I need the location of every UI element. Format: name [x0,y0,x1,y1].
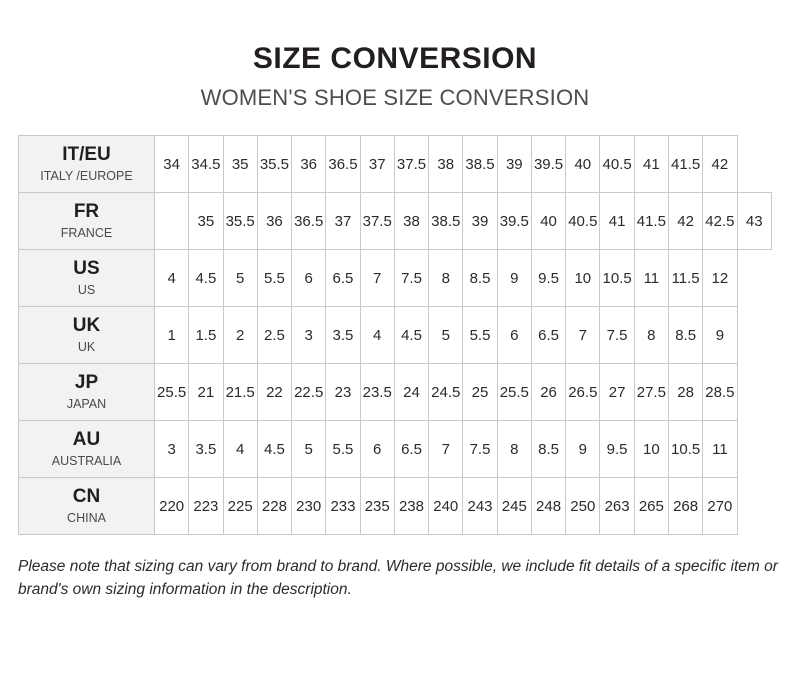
size-cell: 4.5 [257,421,291,478]
region-code: AU [72,428,101,450]
row-region-label [19,136,155,193]
page-subtitle: WOMEN'S SHOE SIZE CONVERSION [200,85,590,110]
size-cell: 39 [463,193,497,250]
size-cell: 41.5 [668,136,702,193]
size-cell: 25.5 [497,364,531,421]
size-cell: 2 [223,307,257,364]
size-cell: 10.5 [600,250,634,307]
size-cell: 37 [326,193,360,250]
size-cell: 24 [394,364,428,421]
size-cell: 7 [429,421,463,478]
region-name: UK [77,339,96,354]
region-code: CN [72,485,101,507]
size-cell: 39.5 [497,193,531,250]
table-row [19,307,772,364]
size-cell: 28.5 [703,364,737,421]
size-cell: 233 [326,478,360,535]
size-cell: 4.5 [394,307,428,364]
size-cell: 36.5 [326,136,360,193]
size-cell: 270 [703,478,737,535]
size-conversion-table [18,135,772,535]
size-cell: 39.5 [531,136,565,193]
size-cell: 6.5 [394,421,428,478]
size-cell: 37.5 [360,193,394,250]
size-cell: 23 [326,364,360,421]
size-cell: 37.5 [394,136,428,193]
size-cell: 10 [634,421,668,478]
region-name: CHINA [67,510,106,525]
size-cell: 8 [634,307,668,364]
size-cell: 41 [600,193,634,250]
row-region-label [19,307,155,364]
region-name: AUSTRALIA [51,453,122,468]
size-cell: 40 [566,136,600,193]
size-cell: 36 [292,136,326,193]
size-cell: 3.5 [189,421,223,478]
size-cell: 4 [155,250,189,307]
size-cell: 40.5 [600,136,634,193]
size-cell: 21 [189,364,223,421]
size-cell: 268 [668,478,702,535]
size-cell: 26 [531,364,565,421]
size-cell: 6 [360,421,394,478]
size-conversion-page [0,42,790,673]
size-cell: 8.5 [531,421,565,478]
size-cell: 230 [292,478,326,535]
size-cell: 7 [360,250,394,307]
size-cell: 220 [155,478,189,535]
size-cell: 7.5 [394,250,428,307]
size-cell: 225 [223,478,257,535]
table-row [19,136,772,193]
size-cell: 6 [292,250,326,307]
size-cell: 35.5 [257,136,291,193]
size-cell: 228 [257,478,291,535]
region-code: US [73,257,100,279]
size-cell: 5 [223,250,257,307]
size-cell: 7.5 [600,307,634,364]
size-cell: 7.5 [463,421,497,478]
region-name: US [77,282,96,297]
size-cell: 27 [600,364,634,421]
size-cell: 40.5 [566,193,600,250]
size-cell: 22 [257,364,291,421]
size-cell: 1 [155,307,189,364]
size-cell: 21.5 [223,364,257,421]
table-row [19,421,772,478]
size-cell: 245 [497,478,531,535]
size-cell: 6.5 [326,250,360,307]
size-cell: 27.5 [634,364,668,421]
size-cell: 11.5 [668,250,702,307]
size-cell: 37 [360,136,394,193]
size-cell: 43 [737,193,771,250]
size-cell: 5.5 [326,421,360,478]
size-cell: 248 [531,478,565,535]
size-cell: 9.5 [600,421,634,478]
size-cell: 38.5 [463,136,497,193]
size-cell: 5 [292,421,326,478]
region-code: FR [73,200,100,222]
row-region-label [19,193,155,250]
size-cell: 6 [497,307,531,364]
size-cell: 36 [257,193,291,250]
size-cell: 25 [463,364,497,421]
table-row [19,250,772,307]
size-cell: 7 [566,307,600,364]
size-cell: 25.5 [155,364,189,421]
size-cell: 8 [497,421,531,478]
row-region-label [19,421,155,478]
size-cell: 9 [703,307,737,364]
size-cell: 1.5 [189,307,223,364]
region-code: JP [74,371,99,393]
size-cell: 11 [703,421,737,478]
size-cell: 243 [463,478,497,535]
region-name: FRANCE [60,225,113,240]
size-cell: 238 [394,478,428,535]
size-cell: 22.5 [292,364,326,421]
size-cell: 41 [634,136,668,193]
row-region-label [19,364,155,421]
size-cell: 35.5 [223,193,257,250]
region-name: ITALY /EUROPE [40,168,133,183]
size-cell: 250 [566,478,600,535]
table-row [19,478,772,535]
size-cell: 12 [703,250,737,307]
size-cell: 36.5 [292,193,326,250]
size-cell: 41.5 [634,193,668,250]
size-cell: 34.5 [189,136,223,193]
size-cell: 3.5 [326,307,360,364]
region-code: UK [72,314,101,336]
size-cell: 223 [189,478,223,535]
size-cell: 6.5 [531,307,565,364]
size-cell: 3 [155,421,189,478]
size-cell: 4.5 [189,250,223,307]
page-title: SIZE CONVERSION [252,42,538,75]
size-cell: 9.5 [531,250,565,307]
size-cell: 23.5 [360,364,394,421]
size-cell: 8 [429,250,463,307]
size-cell: 40 [531,193,565,250]
size-cell: 8.5 [463,250,497,307]
size-cell: 35 [189,193,223,250]
row-region-label [19,250,155,307]
size-cell: 26.5 [566,364,600,421]
size-cell: 38 [429,136,463,193]
size-cell: 235 [360,478,394,535]
size-cell: 5 [429,307,463,364]
size-cell: 28 [668,364,702,421]
size-cell: 2.5 [257,307,291,364]
size-cell: 39 [497,136,531,193]
size-cell: 265 [634,478,668,535]
size-cell: 9 [566,421,600,478]
table-body [19,136,772,535]
size-cell: 34 [155,136,189,193]
table-row [19,364,772,421]
size-cell: 42 [703,136,737,193]
size-cell: 240 [429,478,463,535]
size-cell: 24.5 [429,364,463,421]
size-cell: 9 [497,250,531,307]
size-cell: 5.5 [257,250,291,307]
sizing-footnote: Please note that sizing can vary from brand to brand. Where possible, we include fit details of a specific item or brand's own sizing information in the description. [18,558,778,599]
size-cell: 10 [566,250,600,307]
size-cell: 5.5 [463,307,497,364]
size-cell: 42 [668,193,702,250]
size-cell: 263 [600,478,634,535]
size-cell: 8.5 [668,307,702,364]
row-region-label [19,478,155,535]
size-cell: 35 [223,136,257,193]
region-name: JAPAN [66,396,107,411]
region-code: IT/EU [62,143,111,165]
size-cell: 3 [292,307,326,364]
table-row [19,193,772,250]
size-cell: 4 [223,421,257,478]
size-cell [155,193,189,250]
size-cell: 42.5 [703,193,737,250]
size-cell: 38.5 [429,193,463,250]
size-cell: 4 [360,307,394,364]
size-cell: 11 [634,250,668,307]
size-cell: 38 [394,193,428,250]
size-cell: 10.5 [668,421,702,478]
